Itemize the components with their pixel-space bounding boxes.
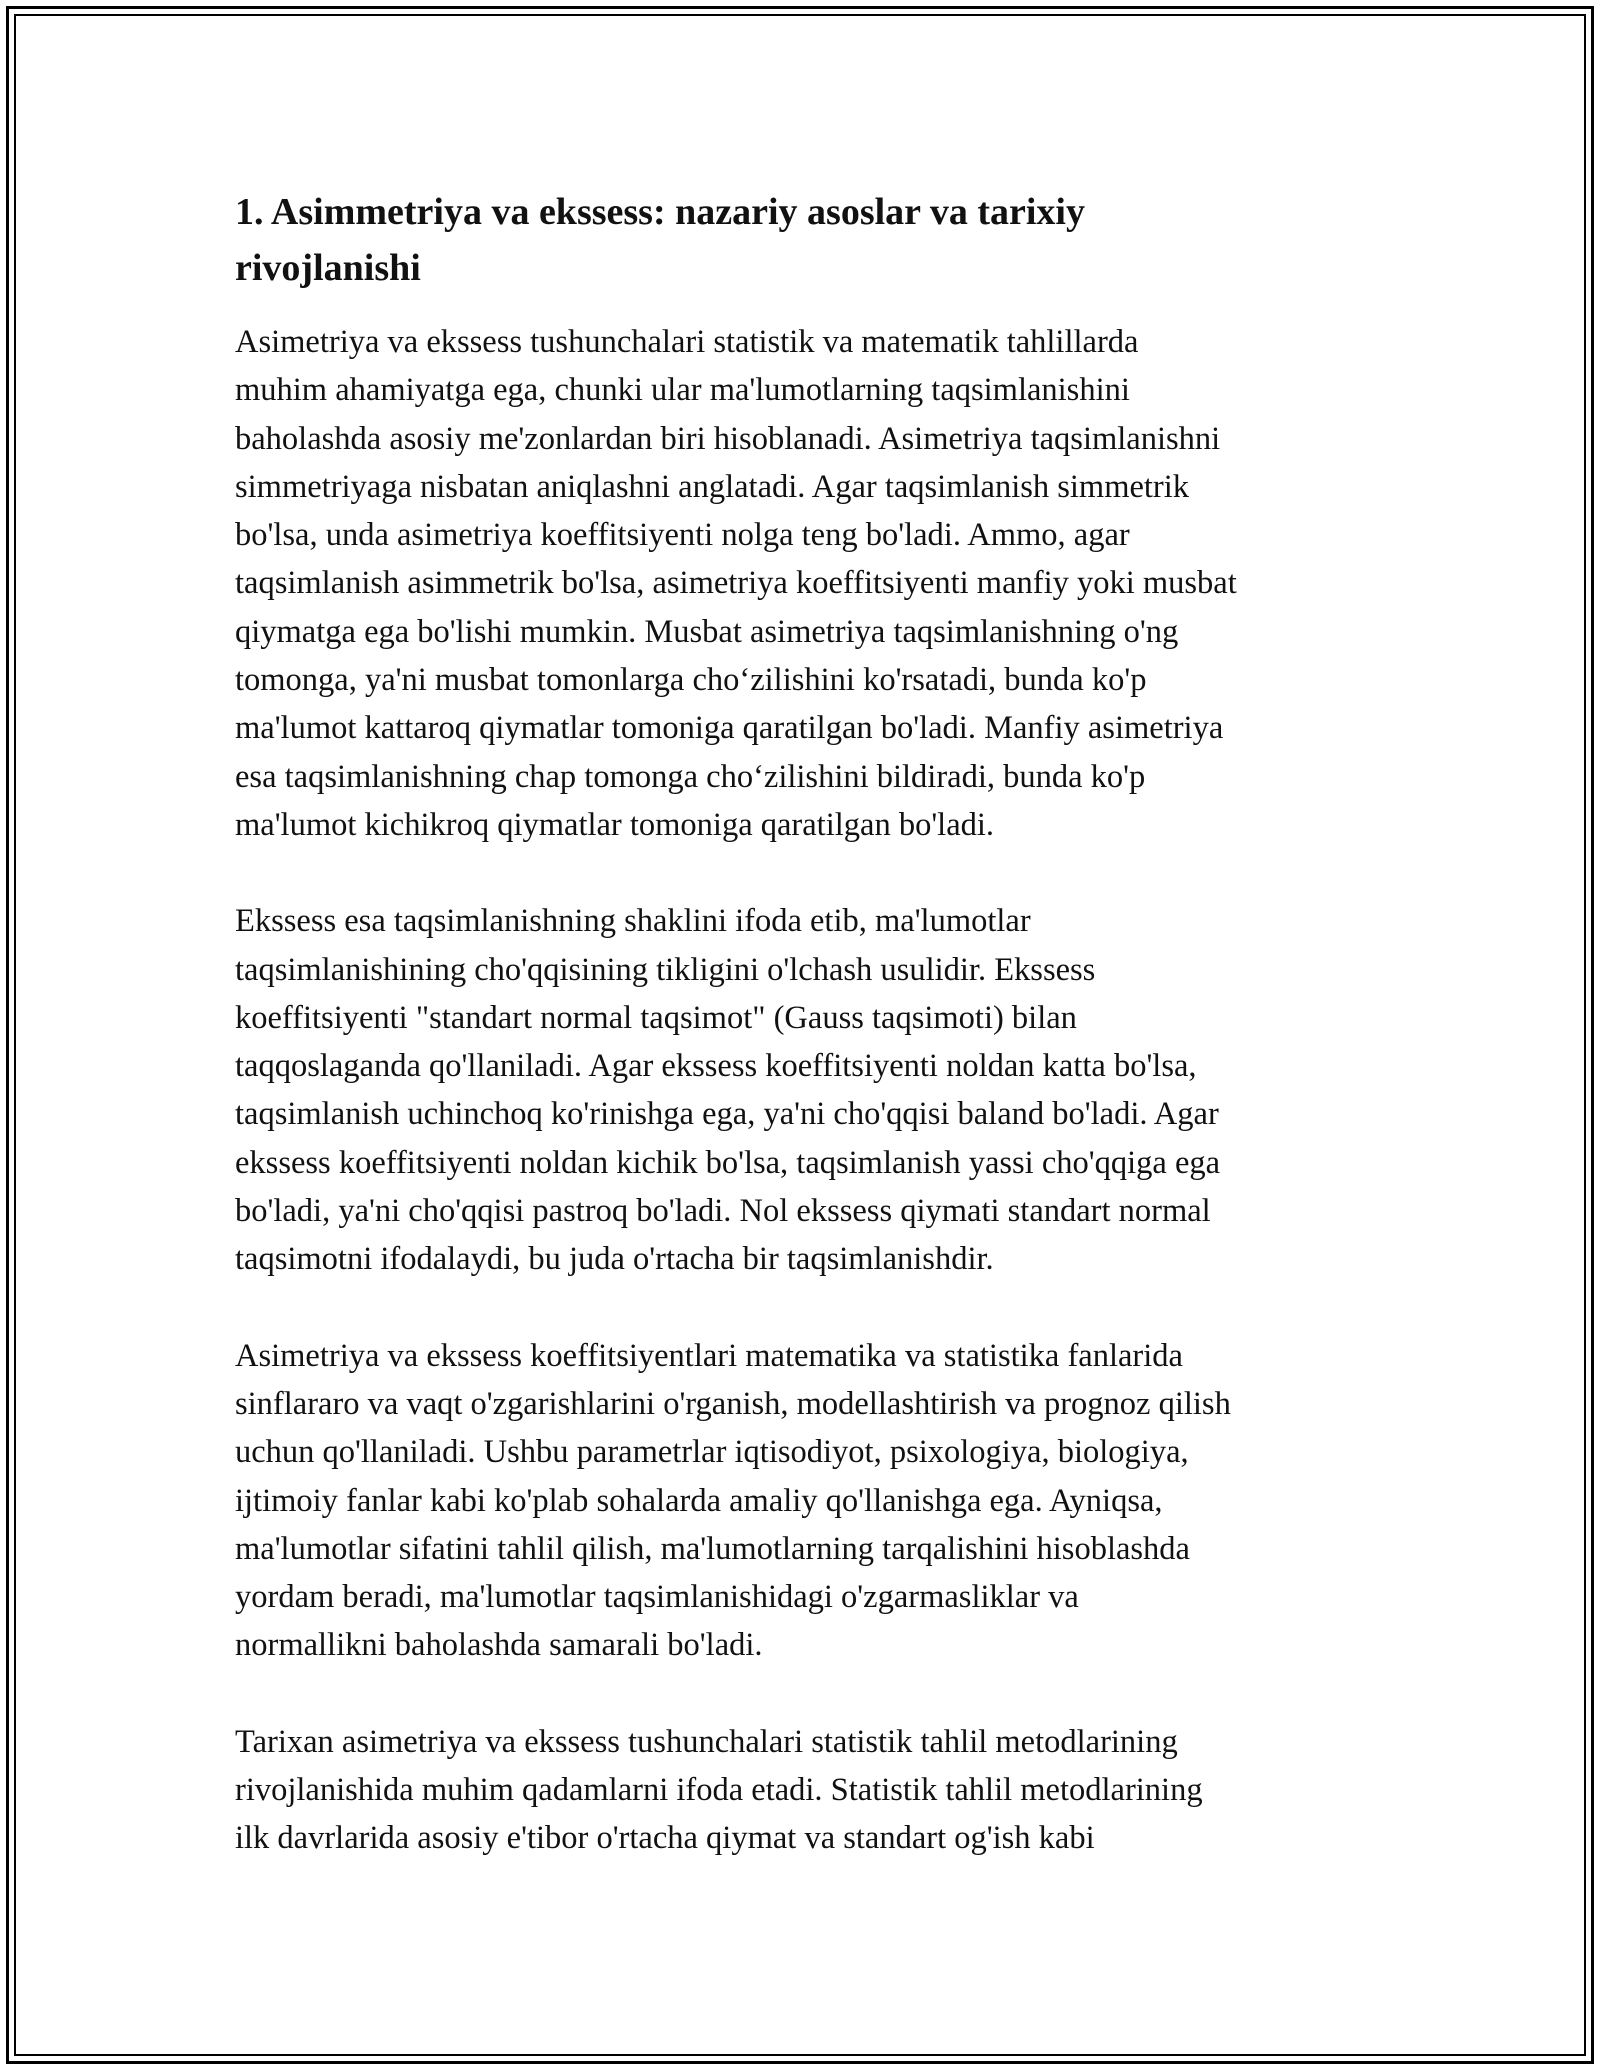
paragraph-line: taqsimlanish uchinchoq ko'rinishga ega, ya'ni cho'qqisi baland bo'ladi. Agar — [235, 1096, 1219, 1133]
heading-line: rivojlanishi — [235, 247, 421, 289]
paragraph-line: Asimetriya va ekssess koeffitsiyentlari matematika va statistika fanlarida — [235, 1337, 1183, 1374]
paragraph-line: taqsimlanish asimmetrik bo'lsa, asimetriya koeffitsiyenti manfiy yoki musbat — [235, 565, 1237, 602]
section-heading — [235, 184, 1375, 296]
paragraph-line: yordam beradi, ma'lumotlar taqsimlanishidagi o'zgarmasliklar va — [235, 1579, 1079, 1616]
paragraph-asimetriya — [235, 318, 1375, 849]
paragraph-line: Asimetriya va ekssess tushunchalari statistik va matematik tahlillarda — [235, 324, 1139, 360]
paragraph-line: muhim ahamiyatga ega, chunki ular ma'lumotlarning taqsimlanishini — [235, 372, 1130, 409]
paragraph-line: taqsimlanishining cho'qqisining tikligini o'lchash usulidir. Ekssess — [235, 951, 1096, 988]
paragraph-line: rivojlanishida muhim qadamlarni ifoda etadi. Statistik tahlil metodlarining — [235, 1772, 1203, 1809]
paragraph-line: baholashda asosiy me'zonlardan biri hisoblanadi. Asimetriya taqsimlanishni — [235, 420, 1221, 457]
paragraph-line: qiymatga ega bo'lishi mumkin. Musbat asimetriya taqsimlanishning o'ng — [235, 613, 1179, 650]
paragraph-line: simmetriyaga nisbatan aniqlashni anglatadi. Agar taqsimlanish simmetrik — [235, 468, 1190, 505]
paragraph-line: bo'lsa, unda asimetriya koeffitsiyenti nolga teng bo'ladi. Ammo, agar — [235, 517, 1130, 554]
paragraph-ekssess — [235, 897, 1375, 1283]
paragraph-line: ilk davrlarida asosiy e'tibor o'rtacha qiymat va standart og'ish kabi — [235, 1820, 1095, 1857]
paragraph-line: normallikni baholashda samarali bo'ladi. — [235, 1627, 763, 1664]
paragraph-line: bo'ladi, ya'ni cho'qqisi pastroq bo'ladi. Nol ekssess qiymati standart normal — [235, 1193, 1211, 1230]
paragraph-line: koeffitsiyenti "standart normal taqsimot" (Gauss taqsimoti) bilan — [235, 999, 1077, 1036]
paragraph-line: taqsimotni ifodalaydi, bu juda o'rtacha bir taqsimlanishdir. — [235, 1241, 994, 1278]
paragraph-line: ma'lumotlar sifatini tahlil qilish, ma'lumotlarning tarqalishini hisoblashda — [235, 1530, 1190, 1567]
paragraph-line: ma'lumot kichikroq qiymatlar tomoniga qaratilgan bo'ladi. — [235, 806, 995, 843]
paragraph-line: ekssess koeffitsiyenti noldan kichik bo'lsa, taqsimlanish yassi cho'qqiga ega — [235, 1144, 1221, 1181]
paragraph-line: Ekssess esa taqsimlanishning shaklini ifoda etib, ma'lumotlar — [235, 903, 1031, 940]
paragraph-koeffitsiyentlar — [235, 1332, 1375, 1670]
paragraph-line: Tarixan asimetriya va ekssess tushunchalari statistik tahlil metodlarining — [235, 1723, 1178, 1760]
paragraph-line: sinflararo va vaqt o'zgarishlarini o'rganish, modellashtirish va prognoz qilish — [235, 1385, 1231, 1422]
paragraph-tarixan — [235, 1718, 1375, 1863]
document-body — [235, 184, 1375, 1911]
paragraph-line: taqqoslaganda qo'llaniladi. Agar ekssess koeffitsiyenti noldan katta bo'lsa, — [235, 1048, 1197, 1085]
paragraph-line: esa taqsimlanishning chap tomonga cho‘zilishini bildiradi, bunda ko'p — [235, 758, 1146, 795]
paragraph-line: uchun qo'llaniladi. Ushbu parametrlar iqtisodiyot, psixologiya, biologiya, — [235, 1434, 1189, 1471]
paragraph-line: ijtimoiy fanlar kabi ko'plab sohalarda amaliy qo'llanishga ega. Ayniqsa, — [235, 1482, 1163, 1519]
paragraph-line: ma'lumot kattaroq qiymatlar tomoniga qaratilgan bo'ladi. Manfiy asimetriya — [235, 710, 1224, 747]
heading-line: 1. Asimmetriya va ekssess: nazariy asoslar va tarixiy — [235, 191, 1085, 233]
paragraph-line: tomonga, ya'ni musbat tomonlarga cho‘zilishini ko'rsatadi, bunda ko'p — [235, 662, 1147, 699]
